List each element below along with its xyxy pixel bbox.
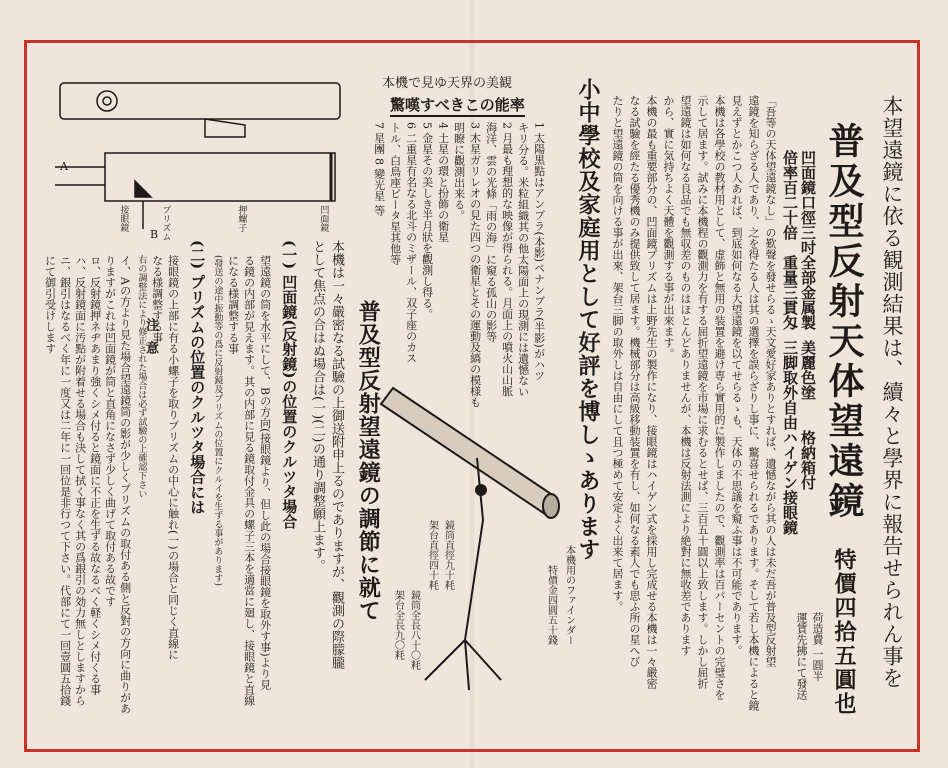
spec-magnification: 倍率百二十倍 <box>781 150 799 240</box>
note-line: にて御引受けします <box>43 255 57 354</box>
school-slogan: 小中學校及家庭用として好評を博しゝあります <box>575 78 601 561</box>
note-line: ニ、銀引はなるべく年に一度又は二年に一回位是非行つて下さい。代部にて一回壹圓五拾錢 <box>58 255 72 706</box>
intro-line: 本望遠鏡に依る観測結果は、續々と學界に報告せられん事を <box>880 95 904 689</box>
view-item: 海洋、雲の光條「雨の海」に窺る孤山の影等 <box>484 122 498 342</box>
finder-caption: 本機用のファインダー <box>563 545 575 645</box>
spec-eyepiece: ハイゲン接眼鏡 <box>781 430 799 535</box>
eyepiece-label: 接眼鏡 <box>118 205 129 232</box>
note-line: イ、Aの方より見た場合望遠鏡筒の影が少しくプリズムの取付ある側と反對の方向に曲りがあ <box>118 255 132 714</box>
spec-tripod: 三脚取外自由 <box>781 340 799 430</box>
view-item: トル、白鳥座ビータ星其他等 <box>388 122 402 265</box>
finder-price: 特價金四圓五十錢 <box>545 565 557 645</box>
adjust-body-line: 本機は一々嚴密なる試驗の上御送附申上るのでありますが、觀測の際朦朧 <box>328 240 344 669</box>
body-line: 本機は各學校の教材用として、虚飾と無用の装置を避け専ら實用的に製作しましたので、觀測率は百パーセントの完璧さを <box>713 95 726 700</box>
mount-length: 架台全長九〇粍 <box>392 590 404 660</box>
mount-diameter: 架台直徑四十粍 <box>426 520 438 590</box>
section1-line: る鏡の内部が見えます。其の内部に見る鏡取付金具の螺子三本を適當に廻し、接眼鏡と直線 <box>242 255 256 706</box>
main-title: 普及型反射天体望遠鏡 <box>823 122 865 522</box>
spec-metal: 全部金属製 <box>799 255 817 330</box>
optical-path-diagram <box>55 145 345 235</box>
note-line: ロ、反射鏡押ネヂあまり強くシメ付ると鏡面に不正を生ずる故なるべく軽くシメ付くる事 <box>88 255 102 695</box>
view-header: 本機で見ゆ天界の美観 <box>382 76 513 91</box>
view-item: 1 太陽黒點はアンブラ(本影)ペナンブラ(半影)がハツ <box>532 122 546 381</box>
body-line: たりと望遠鏡の筒を向ける事が出來、架台三脚の取外しは自由にして且つ極めて安定よく出来て居ます。 <box>611 95 624 612</box>
view-item: 5 金星その美しき半月狀を觀測し得る。 <box>420 122 434 320</box>
body-line: 望遠鏡は如何なる良品でも無収差のものはほとんどありませんが、本機は反射法測により絶對に無收差であります <box>679 95 692 656</box>
body-line: なる試驗を經たる優秀機のみ提供致して居ます。機械部分は高級移動装置を有し、如何なる素人でも思ふ所の星へび <box>628 95 641 667</box>
mirror-label: 凹面鏡 <box>318 205 329 232</box>
body-line: 本機の最も重要部分の、凹面鏡プリズムは上野先生の製作になり、接眼鏡はハイゲン式を採用し完成せる本機は一々嚴密 <box>645 95 658 689</box>
section2-note: 右の調整法により修正された場合は必ず試驗の上確認下さい <box>136 255 147 498</box>
arrow-b-label: B <box>150 228 159 241</box>
body-line: 示して居ます。試みに本機程の觀測力を有する屈折望遠鏡を市場に求むるとせば、三百五十圓以上致します。しかし屈折 <box>696 95 709 689</box>
body-line: 見えずとかこつ人あれば、到底如何なる大望遠鏡を以てせらるゝも、天体の不思議を窺ふ事は不可能であります。 <box>730 95 743 656</box>
note-line: りますがこれは凹面鏡が筒と直角になさず少しく曲げて取付ある故です <box>103 255 117 607</box>
section1-title: (一) 凹面鏡(反射鏡)の位置のクルツタ場合 <box>280 240 299 529</box>
screw-label: 押螺子 <box>236 205 247 232</box>
section1-note: (發送の途中振動等の爲に反射鏡及プリズムの位置にクルイを生ずる事があります) <box>212 255 223 587</box>
spec-paint: 美麗色塗 <box>799 340 817 400</box>
view-item: 2 月最も理想的な映像が得られる。月面上の噴火山山脈 <box>500 122 514 397</box>
spec-weight: 重量三貫匁 <box>781 255 799 330</box>
view-item: キリ分る。米粒組織其の他太陽面上の現測には遺憾ない <box>516 122 530 397</box>
body-line: 「吾等の天体望遠鏡なし」の歎聲を發せらるゝ天文愛好家ありとすれば、遺憾ながら其の人は未だ吾が普及型反射望 <box>764 95 777 667</box>
telescope-side-diagram <box>55 75 345 145</box>
view-item: 4 土星の環と扮飾の衛星 <box>436 122 450 243</box>
note-line: ハ、反射鏡面に汚點が附着せる場合も決して拭く事なく其の爲銀引の効力無しとしますから <box>73 255 87 706</box>
shipping-terms: 運賃先拂にて發送 <box>795 612 808 700</box>
shipping-fee: 荷造費 一圓半 <box>811 612 824 682</box>
section2-line: 接眼鏡の上部に有る小螺子を取りプリズムの中心に触れ(一)の場合と同じく直線に <box>166 255 180 660</box>
view-item: 6 二重星有名なる北斗のミザール、双子座のカス <box>404 122 418 364</box>
section1-line: 望遠鏡の筒を水平にして、Bの方向(接眼鏡より、但し此の場合接眼鏡を取外す事)より見 <box>258 255 272 690</box>
adjust-title: 普及型反射望遠鏡の調節に就て <box>355 300 382 622</box>
tube-diameter: 鏡筒直徑九十粍 <box>442 520 454 590</box>
view-item: 7 星團 8 變光星 等 <box>372 122 386 216</box>
adjust-body-line: として焦点の合はぬ場合は(一)(二)の通り調整願上ます。 <box>309 240 325 573</box>
notes-title: 注意 <box>142 318 158 364</box>
body-line: から、實に気持ちよく天體を觀測する事が出來ます。 <box>662 95 675 359</box>
section2-title: (二) プリズムの位置のクルツタ場合には <box>188 240 207 515</box>
prism-label: プリズム <box>160 205 171 241</box>
spec-case: 格納箱付 <box>799 430 817 490</box>
arrow-a-label: A <box>60 160 68 173</box>
view-item: 明瞭に觀測出来る。 <box>452 122 466 221</box>
body-line: 遠鏡を知らざる人であり、之を得たる人は其の選擇を誤らざりし事に、驚喜せられるであります。そして若し本機によると鏡 <box>747 95 760 711</box>
spec-mirror: 凹面鏡口徑三吋 <box>799 150 817 255</box>
view-item: 3 木星ガリレオの見た四つの衛星とその運動及縞の模様も <box>468 122 482 408</box>
view-title: 驚嘆すべきこの能率 <box>390 94 525 117</box>
price: 特價四拾五圓也 <box>831 548 857 716</box>
section2-line: なる様調整する事 <box>150 255 164 343</box>
tube-length: 鏡筒全長八十〇粍 <box>408 590 420 670</box>
section1-line: になる様調整する事 <box>226 255 240 354</box>
